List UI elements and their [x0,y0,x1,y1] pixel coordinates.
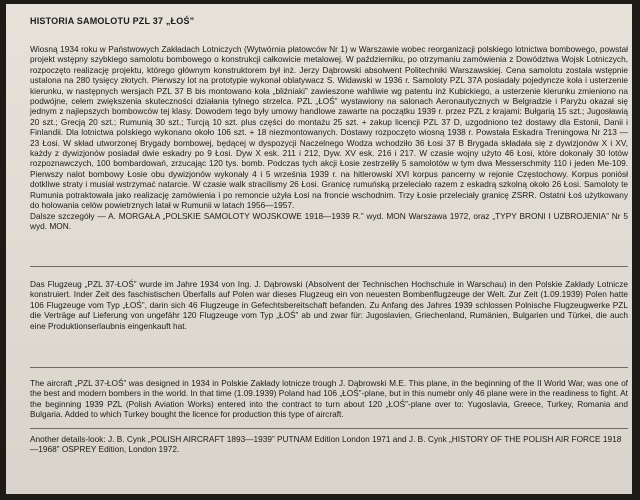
document-sheet [6,4,632,494]
polish-paragraph: Wiosną 1934 roku w Państwowych Zakładach Lotniczych (Wytwórnia płatowców Nr 1) w Warszawie wobec reorganizacji polskiego lotnictwa bombowego, powstał projekt wstępny szybkiego samolotu bombowego o konstrukcji całkowicie metalowej. W październiku, po otrzymaniu zamówienia z Dowództwa Wojsk Lotniczych, rozpoczęto realizację projektu, którego głównym konstruktorem był inż. Jerzy Dąbrowski absolwent Politechniki Warszawskiej. Cena samolotu została wstępnie ustalona na 280 tysięcy złotych. Pierwszy lot na prototypie wykonał oblatywacz S. Widawski w 1936 r. Samoloty PZL 37A posiadały pojedyncze koła i usterzenie kierunku, w następnych wersjach PZL 37 B bis montowano koła „bliźniaki” zawieszone wahliwie wg patentu inż Kubickiego, a usterzenie kierunku zmieniono na podwójne, celem zwiększenia skuteczności działania tylnego strzelca. PZL „ŁOŚ” wystawiony na salonach Aeronautycznych w Belgradzie i Paryżu okazał się jednym z najlepszych bombowców tej klasy. Dowodem tego były umowy handlowe zawarte na początku 1939 r. przez PZL z krajami: Bułgarią 15 szt.; Jugosławią 20 szt.; Grecją 20 szt.; Rumunią 30 szt.; Turcją 10 szt. plus części do montażu 25 szt. + zakup licencji PZL 37 D, uzgodniono też dostawy dla Estonii, Danii i Finlandii. Dla lotnictwa polskiego wykonano około 106 szt. + 18 niezmontowanych. Dostawy rozpoczęto wiosną 1938 r. Powstała Eskadra Treningowa Nr 213 — 23 Łosi. W skład utworzonej Brygady bombowej, będącej w dyspozycji Naczelnego Wodza wchodziło 36 Łosi 37 B Brygada składała się z dywizjonów X i XV, każdy z dywizjonów posiadał dwie eskadry po 9 Łosi. Dyw X esk. 211 i 212, Dyw. XV esk. 216 i 217. W czasie wojny użyto 46 Łosi, które dokonały 30 lotów rozpoznawczych, 100 bombardowań, zrzucając 120 tys. bomb. Podczas tych akcji Łosie zestrzeliły 5 samolotów w tym dwa Messerschmity 110 i jeden Me-109. Pierwszy nalot bombowy Łosie obu dywizjonów wykonały 4 i 5 września 1939 r. na hitlerowski XVI korpus pancerny w rejonie Częstochowy. Korpus poniósł dotkliwe straty i musiał wstrzymać natarcie. W czasie walk stracilismy 26 Łosi. Granicę rumuńską przeleciało razem z eskadrą szkolną około 26 Łosi. Samoloty te Rumunia potraktowała jako realizację zamówienia i po remoncie użyła Łosi na froncie wschodnim. Trzy Łosie przeleciały granicę ZSRR. Ostatni Łoś użytkowany do holowania celów powietrznych latał w Rumunii w latach 1956—1957. [30,44,628,211]
polish-section [30,44,628,231]
german-paragraph: Das Flugzeug „PZL 37-ŁOŚ” wurde im Jahre 1934 von Ing. J. Dąbrowski (Absolvent der Technischen Hochschule in Warschau) in den Polskie Zakłady Lotnicze konstruiert. Inder Zeit des faschistischen Überfalls auf Polen war dieses Flugzeug ein von neuesten Bombenflugzeuge der Welt. Zur Zeit (1.09.1939) Polen hatte 106 Flugzeuge vom Typ „ŁOŚ”, darin sich 46 Flugzeuge in Gefechtsbereitschaft befanden. Zu Anfang des Jahres 1939 schlossen Polnische Flugzeugwerke PZL die Verträge auf Lieferung von ungefähr 120 Flugzeuge vom Typ „ŁOŚ” ab und zwar für: Jugoslavien, Griechenland, Rumänien, Bulgarien und Türkei, die auch eine Produktionserlaubnis eingenkauft hat. [30,279,628,331]
document-title: HISTORIA SAMOLOTU PZL 37 „ŁOŚ” [30,16,195,26]
german-section [30,279,628,331]
section-divider [30,266,628,267]
english-paragraph: The aircraft „PZL 37-ŁOŚ” was designed in 1934 in Polskie Zakłady lotnicze trough J. Dąbrowski M.E. This plane, in the beginning of the II World War, was one of the best and modern bombers in the world. In that time (1.09.1939) Poland had 106 „ŁOŚ”-plane, but in this numebr only 46 plane were in the readiness to fight. At the beginning 1939 PZL (Polish Aviation Works) entered into the contract to turn about 120 „ŁOŚ”-plane over to: Yugoslavia, Greece, Turkey, Romania and Bulgaria. Added to which Turkey bought the licence for production this type of aircraft. [30,378,628,420]
section-divider [30,428,628,429]
english-section [30,378,628,420]
english-reference: Another details-look: J. B. Cynk „POLISH AIRCRAFT 1893—1939” PUTNAM Edition London 1971 and J. B. Cynk „HISTORY OF THE POLISH AIR FORCE 1918—1968” OSPREY Edition, London 1972. [30,434,622,455]
section-divider [30,367,628,368]
polish-reference: Dalsze szczegóły — A. MORGAŁA „POLSKIE SAMOLOTY WOJSKOWE 1918—1939 R.” wyd. MON Warszawa 1972, oraz „TYPY BRONI I UZBROJENIA” Nr 5 wyd. MON. [30,210,628,231]
